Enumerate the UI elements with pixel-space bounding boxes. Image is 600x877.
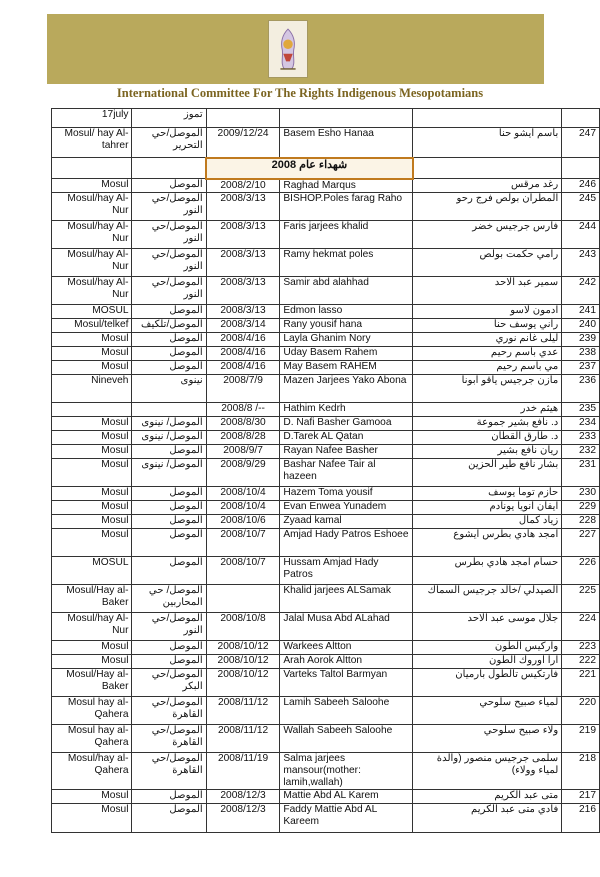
date-cell: 2008/10/12 xyxy=(206,641,280,655)
english-name-cell: Zyaad kamal xyxy=(280,515,413,529)
date-cell: 2008/10/7 xyxy=(206,529,280,557)
number-cell: 239 xyxy=(562,333,600,347)
place-arabic-cell: الموصل/ نينوى xyxy=(132,459,206,487)
arabic-name-cell: المطران بولص فرج رحو xyxy=(413,193,562,221)
arabic-name-cell: ارا اوروك الطون xyxy=(413,655,562,669)
arabic-name-cell: فارس جرجيس خضر xyxy=(413,221,562,249)
english-name-cell: Varteks Taltol Barmyan xyxy=(280,669,413,697)
number-cell: 219 xyxy=(562,725,600,753)
place-english-cell: Mosul/hay Al-Nur xyxy=(52,249,132,277)
place-english-cell: MOSUL xyxy=(52,305,132,319)
date-cell: 2008/10/12 xyxy=(206,669,280,697)
table-row xyxy=(52,655,600,669)
place-arabic-cell: الموصل xyxy=(132,305,206,319)
place-english-cell: Mosul xyxy=(52,804,132,833)
place-arabic-cell: الموصل xyxy=(132,557,206,585)
place-arabic-cell: الموصل xyxy=(132,487,206,501)
date-cell: 2008/7/9 xyxy=(206,375,280,403)
date-cell: 2008/10/8 xyxy=(206,613,280,641)
place-english-cell: Mosul/hay Al-Nur xyxy=(52,193,132,221)
number-cell: 238 xyxy=(562,347,600,361)
table-row xyxy=(52,697,600,725)
table-row xyxy=(52,128,600,158)
place-english-cell: Mosul xyxy=(52,333,132,347)
number-cell: 237 xyxy=(562,361,600,375)
arabic-name-cell: لمياء صبيح سلوحي xyxy=(413,697,562,725)
table-row xyxy=(52,501,600,515)
date-cell: 2008/10/4 xyxy=(206,501,280,515)
english-name-cell: Arah Aorok Altton xyxy=(280,655,413,669)
table-row xyxy=(52,557,600,585)
table-row xyxy=(52,179,600,193)
date-cell: 2008/12/3 xyxy=(206,790,280,804)
english-name-cell: D. Nafi Basher Gamooa xyxy=(280,417,413,431)
date-cell: 2008/8/28 xyxy=(206,431,280,445)
number-cell: 230 xyxy=(562,487,600,501)
arabic-name-cell: هيثم خدر xyxy=(413,403,562,417)
date-cell: 2008/10/4 xyxy=(206,487,280,501)
place-english-cell: Mosul/hay Al-Nur xyxy=(52,221,132,249)
table-row xyxy=(52,529,600,557)
english-name-cell: Salma jarjees mansour(mother: lamih,wallah) xyxy=(280,753,413,790)
place-english-cell: Mosul xyxy=(52,361,132,375)
place-arabic-cell: الموصل/حي النور xyxy=(132,277,206,305)
table-row xyxy=(52,333,600,347)
number-cell: 241 xyxy=(562,305,600,319)
date-cell: 2008/4/16 xyxy=(206,361,280,375)
number-cell: 220 xyxy=(562,697,600,725)
english-name-cell: Uday Basem Rahem xyxy=(280,347,413,361)
number-cell: 247 xyxy=(562,128,600,158)
table-row xyxy=(52,515,600,529)
date-cell: 2008/11/12 xyxy=(206,697,280,725)
english-name-cell: Hathim Kedrh xyxy=(280,403,413,417)
date-cell: 2008/8 /-- xyxy=(206,403,280,417)
year-section-header: شهداء عام 2008 xyxy=(206,158,412,179)
arabic-name-cell: حازم توما يوسف xyxy=(413,487,562,501)
arabic-name-cell: مي باسم رحيم xyxy=(413,361,562,375)
table-row xyxy=(52,487,600,501)
number-cell: 245 xyxy=(562,193,600,221)
table-row xyxy=(52,249,600,277)
table-row xyxy=(52,753,600,790)
place-arabic-cell: الموصل xyxy=(132,347,206,361)
arabic-name-cell: ادمون لاسو xyxy=(413,305,562,319)
place-english-cell: Mosul xyxy=(52,445,132,459)
number-cell: 240 xyxy=(562,319,600,333)
arabic-name-cell: ريان نافع بشير xyxy=(413,445,562,459)
organization-logo xyxy=(268,20,308,78)
place-english-cell: Mosul/hay al-Qahera xyxy=(52,753,132,790)
arabic-name-cell: رامي حكمت بولص xyxy=(413,249,562,277)
place-english-cell: Mosul xyxy=(52,655,132,669)
date-cell: 2008/3/13 xyxy=(206,305,280,319)
arabic-name-cell: سلمى جرجيس منصور (والدة لمياء وولاء) xyxy=(413,753,562,790)
place-arabic-cell: الموصل xyxy=(132,361,206,375)
table-row xyxy=(52,431,600,445)
martyrs-table xyxy=(51,108,600,833)
date-cell: 2008/3/13 xyxy=(206,193,280,221)
english-name-cell: Basem Esho Hanaa xyxy=(280,128,413,158)
number-cell: 218 xyxy=(562,753,600,790)
document-header xyxy=(0,0,600,110)
date-cell xyxy=(206,585,280,613)
place-arabic-cell: الموصل xyxy=(132,445,206,459)
number-cell: 233 xyxy=(562,431,600,445)
arabic-name-cell: مازن جرجيس ياقو ابونا xyxy=(413,375,562,403)
place-arabic-cell: الموصل/حي النور xyxy=(132,193,206,221)
table-row xyxy=(52,109,600,128)
place-arabic-cell: الموصل/حي التحرير xyxy=(132,128,206,158)
place-arabic-cell: الموصل xyxy=(132,790,206,804)
place-arabic-cell: الموصل/حي القاهرة xyxy=(132,753,206,790)
arabic-name-cell: د. نافع بشير جموعة xyxy=(413,417,562,431)
organization-title: International Committee For The Rights Indigenous Mesopotamians xyxy=(116,86,484,100)
table-row xyxy=(52,347,600,361)
table-row xyxy=(52,221,600,249)
date-cell: 2008/10/6 xyxy=(206,515,280,529)
english-name-cell: Faris jarjees khalid xyxy=(280,221,413,249)
number-cell: 243 xyxy=(562,249,600,277)
english-name-cell: Hazem Toma yousif xyxy=(280,487,413,501)
english-name-cell: May Basem RAHEM xyxy=(280,361,413,375)
table-row xyxy=(52,277,600,305)
place-english-cell: Mosul/hay Al-Nur xyxy=(52,613,132,641)
place-arabic-cell: الموصل xyxy=(132,515,206,529)
place-english-cell: Mosul hay al-Qahera xyxy=(52,697,132,725)
arabic-name-cell: زياد كمال xyxy=(413,515,562,529)
english-name-cell: Amjad Hady Patros Eshoee xyxy=(280,529,413,557)
place-arabic-cell: الموصل/ نينوى xyxy=(132,417,206,431)
place-english-cell: Mosul xyxy=(52,501,132,515)
place-english-cell: Mosul xyxy=(52,487,132,501)
place-english-cell: Mosul xyxy=(52,790,132,804)
table-row xyxy=(52,669,600,697)
english-name-cell: Hussam Amjad Hady Patros xyxy=(280,557,413,585)
place-english-cell: Mosul/Hay al-Baker xyxy=(52,585,132,613)
english-name-cell: Mazen Jarjees Yako Abona xyxy=(280,375,413,403)
arabic-name-cell: متى عبد الكريم xyxy=(413,790,562,804)
table-row xyxy=(52,305,600,319)
english-name-cell: Khalid jarjees ALSamak xyxy=(280,585,413,613)
place-english-cell: Mosul xyxy=(52,431,132,445)
english-name-cell: Edmon lasso xyxy=(280,305,413,319)
arabic-name-cell: ولاء صبيح سلوحي xyxy=(413,725,562,753)
date-cell: 2008/9/29 xyxy=(206,459,280,487)
english-name-cell: Warkees Altton xyxy=(280,641,413,655)
date-cell: 2008/3/13 xyxy=(206,249,280,277)
place-arabic-cell: الموصل xyxy=(132,501,206,515)
table-row xyxy=(52,403,600,417)
table-row xyxy=(52,361,600,375)
arabic-name-cell: د. طارق القطان xyxy=(413,431,562,445)
place-english-cell: Mosul xyxy=(52,641,132,655)
place-english-cell: Mosul/hay Al-Nur xyxy=(52,277,132,305)
place-english-cell: MOSUL xyxy=(52,557,132,585)
place-arabic-cell: نينوى xyxy=(132,375,206,403)
place-arabic-cell: الموصل/ نينوى xyxy=(132,431,206,445)
english-name-cell: D.Tarek AL Qatan xyxy=(280,431,413,445)
arabic-name-cell: فادي متى عبد الكريم xyxy=(413,804,562,833)
date-cell: 2008/12/3 xyxy=(206,804,280,833)
table-row xyxy=(52,319,600,333)
date-cell: 2008/3/14 xyxy=(206,319,280,333)
year-section-row xyxy=(52,158,600,179)
date-cell: 2008/11/19 xyxy=(206,753,280,790)
date-cell: 2008/3/13 xyxy=(206,221,280,249)
arabic-name-cell: ايفان انويا يونادم xyxy=(413,501,562,515)
place-arabic-cell: الموصل/حي القاهرة xyxy=(132,725,206,753)
place-english-cell: Nineveh xyxy=(52,375,132,403)
arabic-name-cell: فارتكيس تالطول بارميان xyxy=(413,669,562,697)
number-cell: 221 xyxy=(562,669,600,697)
place-arabic-cell: الموصل/تلكيف xyxy=(132,319,206,333)
logo-emblem-icon xyxy=(269,21,307,77)
number-cell: 224 xyxy=(562,613,600,641)
place-english-cell: Mosul xyxy=(52,347,132,361)
arabic-name-cell: بشار نافع طير الحزين xyxy=(413,459,562,487)
arabic-name-cell: امجد هادي بطرس ايشوع xyxy=(413,529,562,557)
number-cell: 246 xyxy=(562,179,600,193)
place-arabic-cell: تموز xyxy=(132,109,206,128)
english-name-cell: Evan Enwea Yunadem xyxy=(280,501,413,515)
place-arabic-cell: الموصل/حي القاهرة xyxy=(132,697,206,725)
arabic-name-cell: الصيدلي /خالد جرجيس السماك xyxy=(413,585,562,613)
english-name-cell: Faddy Mattie Abd AL Kareem xyxy=(280,804,413,833)
arabic-name-cell: عدي باسم رحيم xyxy=(413,347,562,361)
english-name-cell: Rany yousif hana xyxy=(280,319,413,333)
table-row xyxy=(52,790,600,804)
date-cell: 2008/2/10 xyxy=(206,179,280,193)
arabic-name-cell: رغد مرقس xyxy=(413,179,562,193)
place-english-cell: Mosul/Hay al-Baker xyxy=(52,669,132,697)
place-arabic-cell xyxy=(132,403,206,417)
place-arabic-cell: الموصل/حي النور xyxy=(132,613,206,641)
table-row xyxy=(52,445,600,459)
place-arabic-cell: الموصل xyxy=(132,529,206,557)
place-english-cell: Mosul/ hay Al-tahrer xyxy=(52,128,132,158)
place-arabic-cell: الموصل xyxy=(132,804,206,833)
date-cell: 2008/4/16 xyxy=(206,333,280,347)
arabic-name-cell: ليلى غانم نوري xyxy=(413,333,562,347)
table-row xyxy=(52,725,600,753)
place-arabic-cell: الموصل xyxy=(132,179,206,193)
date-cell: 2008/10/7 xyxy=(206,557,280,585)
place-english-cell: 17july xyxy=(52,109,132,128)
date-cell: 2008/9/7 xyxy=(206,445,280,459)
english-name-cell: Lamih Sabeeh Saloohe xyxy=(280,697,413,725)
english-name-cell: Ramy hekmat poles xyxy=(280,249,413,277)
place-arabic-cell: الموصل/حي النور xyxy=(132,249,206,277)
number-cell: 223 xyxy=(562,641,600,655)
date-cell: 2008/8/30 xyxy=(206,417,280,431)
number-cell: 242 xyxy=(562,277,600,305)
number-cell: 217 xyxy=(562,790,600,804)
arabic-name-cell: جلال موسى عبد الاحد xyxy=(413,613,562,641)
english-name-cell: Samir abd alahhad xyxy=(280,277,413,305)
number-cell: 244 xyxy=(562,221,600,249)
date-cell: 2008/4/16 xyxy=(206,347,280,361)
arabic-name-cell: واركيس الطون xyxy=(413,641,562,655)
english-name-cell: Rayan Nafee Basher xyxy=(280,445,413,459)
date-cell: 2008/10/12 xyxy=(206,655,280,669)
number-cell: 236 xyxy=(562,375,600,403)
table-row xyxy=(52,804,600,833)
place-arabic-cell: الموصل xyxy=(132,655,206,669)
english-name-cell: Wallah Sabeeh Saloohe xyxy=(280,725,413,753)
table-row xyxy=(52,375,600,403)
place-english-cell: Mosul/telkef xyxy=(52,319,132,333)
table-row xyxy=(52,417,600,431)
place-english-cell: Mosul xyxy=(52,529,132,557)
table-row xyxy=(52,459,600,487)
number-cell: 234 xyxy=(562,417,600,431)
place-english-cell: Mosul xyxy=(52,179,132,193)
place-english-cell: Mosul xyxy=(52,515,132,529)
table-row xyxy=(52,585,600,613)
number-cell: 225 xyxy=(562,585,600,613)
number-cell: 226 xyxy=(562,557,600,585)
number-cell: 231 xyxy=(562,459,600,487)
place-arabic-cell: الموصل xyxy=(132,333,206,347)
number-cell: 216 xyxy=(562,804,600,833)
english-name-cell: Mattie Abd AL Karem xyxy=(280,790,413,804)
table-row xyxy=(52,613,600,641)
english-name-cell: Layla Ghanim Nory xyxy=(280,333,413,347)
place-english-cell xyxy=(52,403,132,417)
arabic-name-cell: باسم ايشو حنا xyxy=(413,128,562,158)
number-cell: 228 xyxy=(562,515,600,529)
date-cell: 2008/11/12 xyxy=(206,725,280,753)
number-cell: 235 xyxy=(562,403,600,417)
arabic-name-cell: حسام امجد هادي بطرس xyxy=(413,557,562,585)
english-name-cell: Raghad Marqus xyxy=(280,179,413,193)
arabic-name-cell: سمير عبد الاحد xyxy=(413,277,562,305)
number-cell: 227 xyxy=(562,529,600,557)
place-english-cell: Mosul hay al-Qahera xyxy=(52,725,132,753)
number-cell: 232 xyxy=(562,445,600,459)
place-arabic-cell: الموصل/حي النور xyxy=(132,221,206,249)
place-english-cell: Mosul xyxy=(52,459,132,487)
arabic-name-cell: راني يوسف حنا xyxy=(413,319,562,333)
number-cell: 222 xyxy=(562,655,600,669)
place-arabic-cell: الموصل/ حي المحاربين xyxy=(132,585,206,613)
date-cell: 2008/3/13 xyxy=(206,277,280,305)
place-english-cell: Mosul xyxy=(52,417,132,431)
date-cell: 2009/12/24 xyxy=(206,128,280,158)
place-arabic-cell: الموصل/حي البكر xyxy=(132,669,206,697)
english-name-cell: Bashar Nafee Tair al hazeen xyxy=(280,459,413,487)
place-arabic-cell: الموصل xyxy=(132,641,206,655)
table-row xyxy=(52,193,600,221)
number-cell: 229 xyxy=(562,501,600,515)
table-row xyxy=(52,641,600,655)
english-name-cell: Jalal Musa Abd ALahad xyxy=(280,613,413,641)
english-name-cell: BISHOP.Poles farag Raho xyxy=(280,193,413,221)
